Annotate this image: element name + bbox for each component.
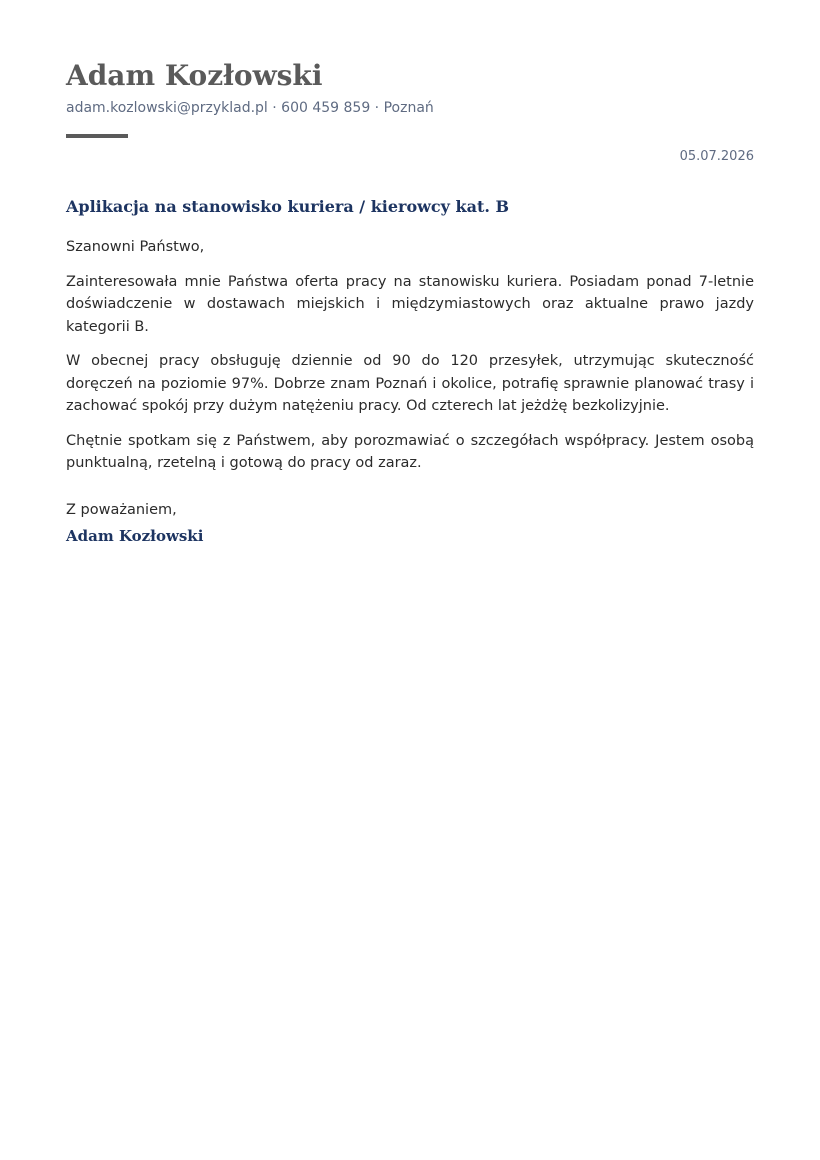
greeting: Szanowni Państwo, xyxy=(66,239,205,255)
body-paragraph-3: Chętnie spotkam się z Państwem, aby porozmawiać o szczegółach współpracy. Jestem osobą punktualną, rzetelną i gotową do pracy od zaraz. xyxy=(66,432,754,471)
sender-name: Adam Kozłowski xyxy=(66,59,323,92)
letter-subject: Aplikacja na stanowisko kuriera / kierowcy kat. B xyxy=(66,197,510,216)
cover-letter xyxy=(66,58,754,547)
closing: Z poważaniem, xyxy=(66,501,177,518)
letter-date: 05.07.2026 xyxy=(679,149,754,164)
body-paragraph-1: Zainteresowała mnie Państwa oferta pracy na stanowisku kuriera. Posiadam ponad 7-letnie doświadczenie w dostawach miejskich i międzymiastowych oraz aktualne prawo jazdy kategorii B. xyxy=(66,273,754,335)
body-paragraph-2: W obecnej pracy obsługuję dziennie od 90 do 120 przesyłek, utrzymując skuteczność doręczeń na poziomie 97%. Dobrze znam Poznań i okolice, potrafię sprawnie planować trasy i zachować spokój przy dużym natężeniu pracy. Od czterech lat jeżdżę bezkolizyjnie. xyxy=(66,353,754,414)
header-divider xyxy=(66,134,128,138)
signature: Adam Kozłowski xyxy=(66,526,204,545)
contact-line: adam.kozlowski@przyklad.pl · 600 459 859 · Poznań xyxy=(66,100,434,116)
